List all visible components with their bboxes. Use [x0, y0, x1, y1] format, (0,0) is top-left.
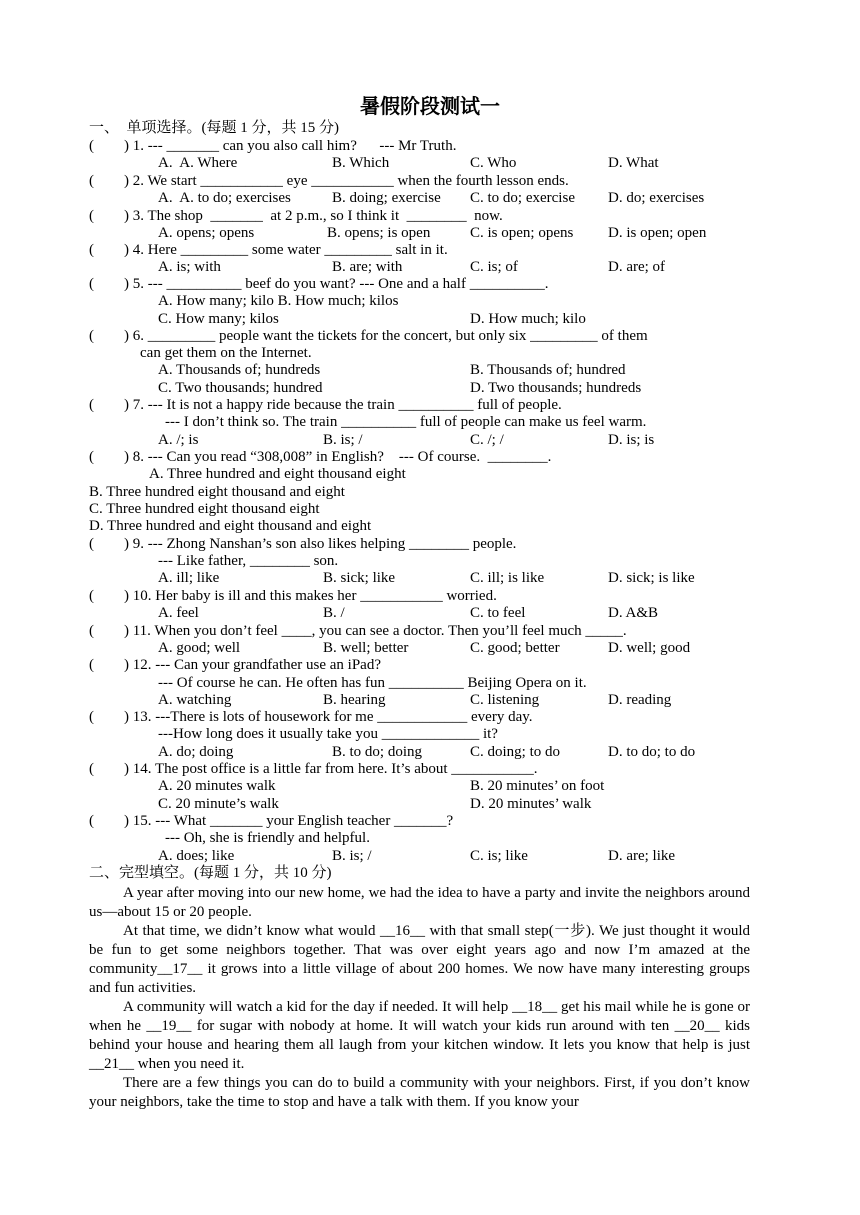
q10-option-a: A. feel — [158, 605, 199, 621]
q12-option-b: B. hearing — [323, 692, 386, 708]
q6-option-a: A. Thousands of; hundreds — [158, 362, 321, 378]
q6-option-b: B. Thousands of; hundred — [470, 362, 626, 378]
question-15-stem: ( ) 15. --- What _______ your English teacher _______? — [89, 813, 454, 829]
q1-option-c: C. Who — [470, 155, 517, 171]
q7-option-d: D. is; is — [608, 432, 655, 448]
q1-option-b: B. Which — [332, 155, 390, 171]
q7-option-b: B. is; / — [323, 432, 363, 448]
q3-option-a: A. opens; opens — [158, 225, 255, 241]
q14-option-b: B. 20 minutes’ on foot — [470, 778, 605, 794]
question-7-stem: ( ) 7. --- It is not a happy ride because the train __________ full of people. — [89, 397, 562, 413]
question-13-stem: ( ) 13. ---There is lots of housework for me ____________ every day. — [89, 709, 533, 725]
passage-paragraph-1: A year after moving into our new home, we had the idea to have a party and invite the neighbors around us—about 15 or 20 people. — [89, 885, 750, 920]
q3-option-c: C. is open; opens — [470, 225, 574, 241]
q10-option-c: C. to feel — [470, 605, 526, 621]
q7-option-a: A. /; is — [158, 432, 199, 448]
question-5-stem: ( ) 5. --- __________ beef do you want? --- One and a half __________. — [89, 276, 549, 292]
q7-option-c: C. /; / — [470, 432, 504, 448]
q8-option-a: A. Three hundred and eight thousand eight — [149, 466, 406, 482]
q11-option-d: D. well; good — [608, 640, 691, 656]
question-9-stem2: --- Like father, ________ son. — [158, 553, 339, 569]
passage-paragraph-2: At that time, we didn’t know what would __16__ with that small step(一步). We just thought it would be fun to get some neighbors together. That was over eight years ago and now I’m amazed at the community__17__ it grows into a little village of about 200 homes. We now have many interesting groups and fun activities. — [89, 923, 750, 996]
question-10-stem: ( ) 10. Her baby is ill and this makes her ___________ worried. — [89, 588, 497, 604]
q11-option-a: A. good; well — [158, 640, 241, 656]
q10-option-b: B. / — [323, 605, 345, 621]
page-title: 暑假阶段测试一 — [360, 94, 500, 118]
q9-option-b: B. sick; like — [323, 570, 396, 586]
question-3-stem: ( ) 3. The shop _______ at 2 p.m., so I think it ________ now. — [89, 208, 503, 224]
question-11-stem: ( ) 11. When you don’t feel ____, you can see a doctor. Then you’ll feel much _____. — [89, 623, 627, 639]
q15-option-c: C. is; like — [470, 848, 528, 864]
question-14-stem: ( ) 14. The post office is a little far from here. It’s about ___________. — [89, 761, 538, 777]
q10-option-d: D. A&B — [608, 605, 659, 621]
section1-header: 一、 单项选择。(每题 1 分，共 15 分) — [89, 120, 339, 136]
cloze-passage — [89, 884, 750, 1112]
q11-option-c: C. good; better — [470, 640, 560, 656]
q9-option-c: C. ill; is like — [470, 570, 545, 586]
q2-option-a: A. A. to do; exercises — [158, 190, 291, 206]
q5-option-d: D. How much; kilo — [470, 311, 586, 327]
q5-option-c: C. How many; kilos — [158, 311, 279, 327]
q8-option-c: C. Three hundred eight thousand eight — [89, 501, 320, 517]
q1-option-d: D. What — [608, 155, 659, 171]
question-9-stem: ( ) 9. --- Zhong Nanshan’s son also likes helping ________ people. — [89, 536, 517, 552]
question-12-stem: ( ) 12. --- Can your grandfather use an iPad? — [89, 657, 381, 673]
q4-option-c: C. is; of — [470, 259, 518, 275]
question-7-stem2: --- I don’t think so. The train __________ full of people can make us feel warm. — [165, 414, 647, 430]
q11-option-b: B. well; better — [323, 640, 409, 656]
q8-option-d: D. Three hundred and eight thousand and eight — [89, 518, 372, 534]
question-12-stem2: --- Of course he can. He often has fun __________ Beijing Opera on it. — [158, 675, 587, 691]
question-4-stem: ( ) 4. Here _________ some water _________ salt in it. — [89, 242, 448, 258]
q15-option-a: A. does; like — [158, 848, 235, 864]
q15-option-b: B. is; / — [332, 848, 372, 864]
q9-option-a: A. ill; like — [158, 570, 220, 586]
question-6-stem-cont: can get them on the Internet. — [140, 345, 312, 361]
question-8-stem: ( ) 8. --- Can you read “308,008” in English? --- Of course. ________. — [89, 449, 552, 465]
q13-option-c: C. doing; to do — [470, 744, 561, 760]
q4-option-d: D. are; of — [608, 259, 666, 275]
section2-header: 二、完型填空。(每题 1 分，共 10 分) — [89, 865, 332, 881]
q14-option-a: A. 20 minutes walk — [158, 778, 276, 794]
q9-option-d: D. sick; is like — [608, 570, 695, 586]
q14-option-c: C. 20 minute’s walk — [158, 796, 279, 812]
q12-option-c: C. listening — [470, 692, 540, 708]
q2-option-b: B. doing; exercise — [332, 190, 441, 206]
question-1-stem: ( ) 1. --- _______ can you also call him? --- Mr Truth. — [89, 138, 457, 154]
question-15-stem2: --- Oh, she is friendly and helpful. — [165, 830, 370, 846]
q2-option-c: C. to do; exercise — [470, 190, 575, 206]
q3-option-d: D. is open; open — [608, 225, 707, 241]
question-2-stem: ( ) 2. We start ___________ eye ___________ when the fourth lesson ends. — [89, 173, 569, 189]
q4-option-b: B. are; with — [332, 259, 403, 275]
q3-option-b: B. opens; is open — [327, 225, 431, 241]
q6-option-c: C. Two thousands; hundred — [158, 380, 323, 396]
q13-option-b: B. to do; doing — [332, 744, 423, 760]
q8-option-b: B. Three hundred eight thousand and eight — [89, 484, 345, 500]
q6-option-d: D. Two thousands; hundreds — [470, 380, 642, 396]
q14-option-d: D. 20 minutes’ walk — [470, 796, 592, 812]
q12-option-a: A. watching — [158, 692, 232, 708]
q13-option-a: A. do; doing — [158, 744, 234, 760]
q12-option-d: D. reading — [608, 692, 672, 708]
q1-option-a: A. A. Where — [158, 155, 238, 171]
passage-paragraph-3: A community will watch a kid for the day if needed. It will help __18__ get his mail while he is gone or when he __19__ for sugar with nobody at home. It will watch your kids run around with ten __20__ kids behind your house and hearing them all laugh from your kitchen window. It lets you know that help is just __21__ when you need it. — [89, 999, 750, 1072]
question-13-stem2: ---How long does it usually take you _____________ it? — [158, 726, 498, 742]
q15-option-d: D. are; like — [608, 848, 676, 864]
q2-option-d: D. do; exercises — [608, 190, 705, 206]
passage-paragraph-4: There are a few things you can do to build a community with your neighbors. First, if you don’t know your neighbors, take the time to stop and have a talk with them. If you know your — [89, 1075, 750, 1110]
question-6-stem: ( ) 6. _________ people want the tickets for the concert, but only six _________ of them — [89, 328, 648, 344]
q5-options-line1: A. How many; kilo B. How much; kilos — [158, 293, 399, 309]
q4-option-a: A. is; with — [158, 259, 221, 275]
q13-option-d: D. to do; to do — [608, 744, 696, 760]
